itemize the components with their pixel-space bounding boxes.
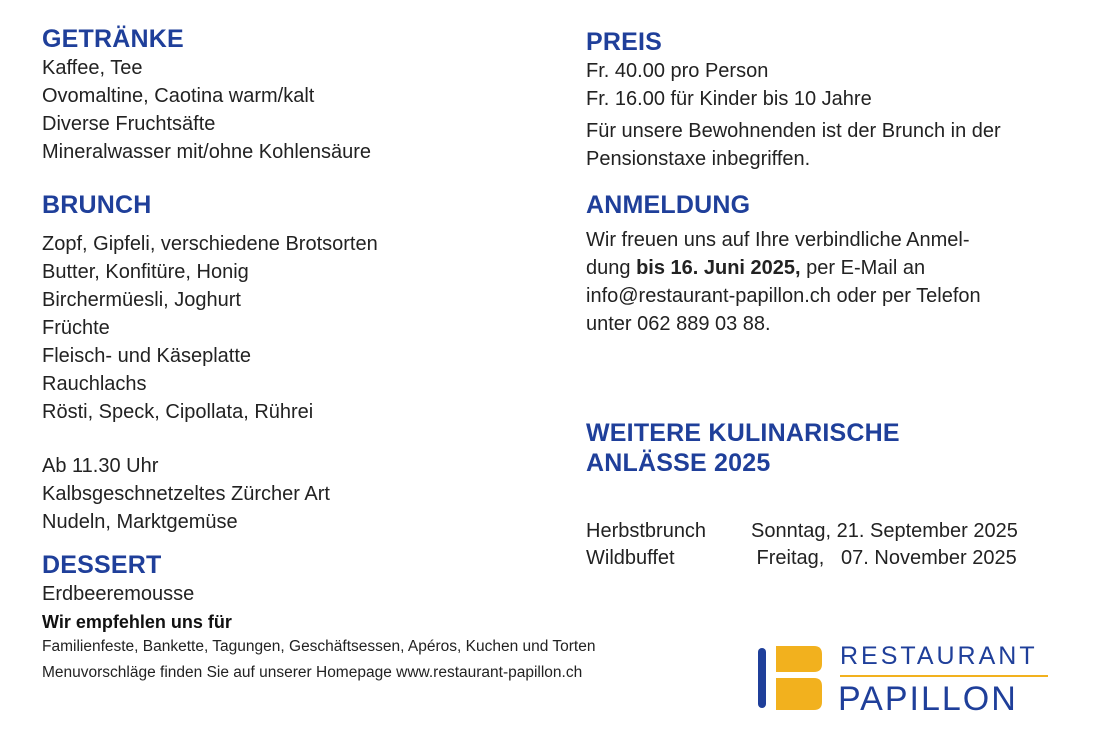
event-date: Sonntag, 21. September 2025 <box>751 520 1018 542</box>
event-name: Wildbuffet <box>586 547 675 569</box>
weitere-heading: WEITERE KULINARISCHE <box>586 419 900 447</box>
weitere-heading-year: ANLÄSSE 2025 <box>586 449 771 477</box>
brunch-item: Zopf, Gipfeli, verschiedene Brotsorten <box>42 233 378 255</box>
brunch-item: Rösti, Speck, Cipollata, Rührei <box>42 401 314 423</box>
anmeldung-email-line: info@restaurant-papillon.ch oder per Telefon <box>586 285 981 307</box>
anmeldung-text: dung <box>586 257 637 279</box>
anmeldung-line: Wir freuen uns auf Ihre verbindliche Anmel- <box>586 229 970 251</box>
events-list <box>586 518 1066 572</box>
dessert-heading: DESSERT <box>42 551 162 579</box>
preis-line: Für unsere Bewohnenden ist der Brunch in der <box>586 120 1001 142</box>
brunch-heading: BRUNCH <box>42 191 152 219</box>
preis-line: Fr. 40.00 pro Person <box>586 60 769 82</box>
event-date: Freitag, 07. November 2025 <box>751 547 1017 569</box>
brunch-item: Rauchlachs <box>42 373 147 395</box>
brunch-item: Früchte <box>42 317 110 339</box>
recommend-heading: Wir empfehlen uns für <box>42 612 232 632</box>
preis-heading: PREIS <box>586 28 663 56</box>
recommend-occasions: Familienfeste, Bankette, Tagungen, Geschäftsessen, Apéros, Kuchen und Torten <box>42 638 596 655</box>
brunch-item: Birchermüesli, Joghurt <box>42 289 241 311</box>
preis-line: Pensionstaxe inbegriffen. <box>586 148 811 170</box>
logo-divider <box>840 675 1048 677</box>
anmeldung-text: per E-Mail an <box>800 257 926 279</box>
logo-papillon-text: PAPILLON <box>838 680 1018 718</box>
anmeldung-phone-line: unter 062 889 03 88. <box>586 313 771 335</box>
anmeldung-line <box>586 254 1066 282</box>
left-column <box>42 24 596 686</box>
brunch-later-item: Kalbsgeschnetzeltes Zürcher Art <box>42 483 330 505</box>
anmeldung-heading: ANMELDUNG <box>586 191 751 219</box>
event-name: Herbstbrunch <box>586 520 707 542</box>
getraenke-item: Ovomaltine, Caotina warm/kalt <box>42 85 315 107</box>
right-column <box>586 27 1066 572</box>
brunch-item: Butter, Konfitüre, Honig <box>42 261 249 283</box>
preis-line: Fr. 16.00 für Kinder bis 10 Jahre <box>586 88 872 110</box>
brunch-item: Fleisch- und Käseplatte <box>42 345 252 367</box>
brunch-later-item: Nudeln, Marktgemüse <box>42 511 238 533</box>
brunch-later-item: Ab 11.30 Uhr <box>42 455 159 477</box>
logo-restaurant-text: RESTAURANT <box>840 642 1038 670</box>
dessert-item: Erdbeeremousse <box>42 583 195 605</box>
getraenke-item: Mineralwasser mit/ohne Kohlensäure <box>42 141 372 163</box>
recommend-homepage: Menuvorschläge finden Sie auf unserer Homepage www.restaurant-papillon.ch <box>42 664 583 681</box>
getraenke-item: Diverse Fruchtsäfte <box>42 113 216 135</box>
logo-mark-icon <box>758 642 828 714</box>
restaurant-logo <box>758 642 1058 718</box>
getraenke-heading: GETRÄNKE <box>42 25 184 53</box>
getraenke-item: Kaffee, Tee <box>42 57 143 79</box>
anmeldung-deadline: bis 16. Juni 2025, <box>636 257 801 279</box>
